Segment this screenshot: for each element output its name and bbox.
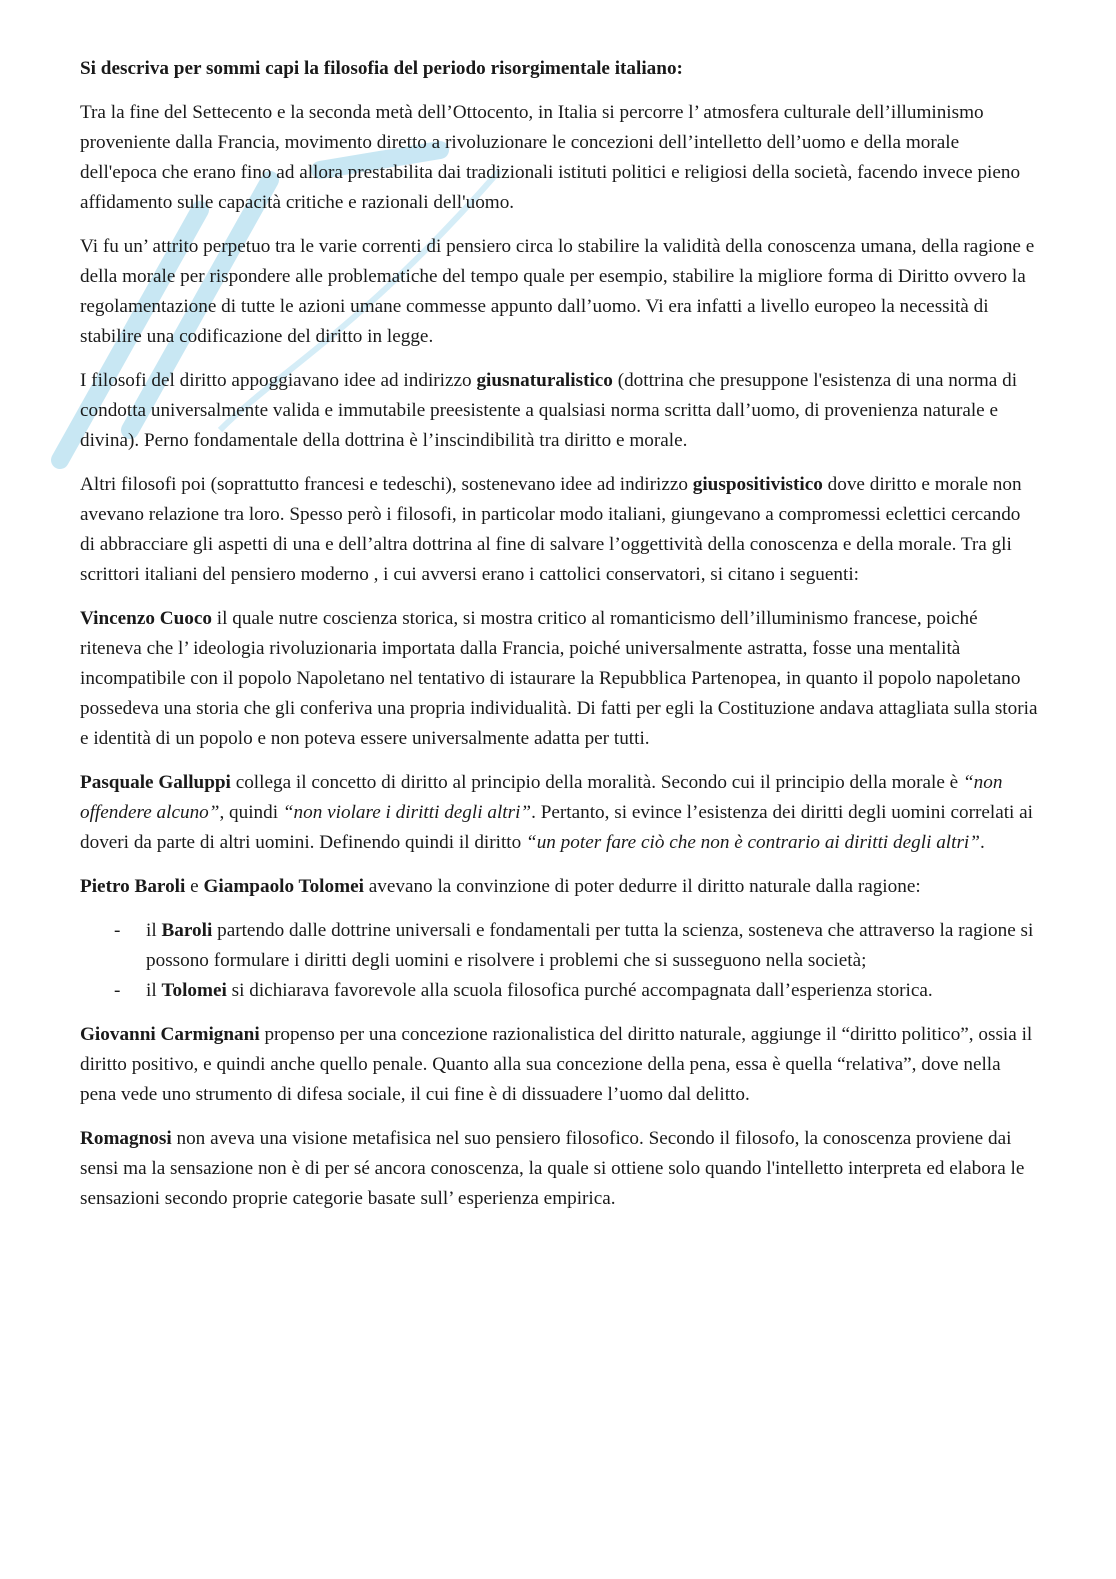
text-run: . — [979, 832, 985, 853]
text-run: non aveva una visione metafisica nel suo pensiero filosofico. Secondo il filosofo, la conoscenza proviene dai sensi ma la sensazione non è di per sé ancora conoscenza, la quale si ottiene solo quando l'intelletto interpreta ed elabora le sensazioni secondo proprie categorie basate sull’ esperienza empirica. — [80, 1128, 1025, 1209]
list-item — [80, 976, 1038, 1006]
quote-non-violare: “non violare i diritti degli altri” — [282, 802, 532, 823]
list-dash: - — [114, 980, 121, 1001]
quote-definizione-diritto: “un poter fare ciò che non è contrario ai diritti degli altri” — [526, 832, 980, 853]
document-page — [80, 54, 1038, 1228]
text-run: il — [146, 920, 162, 941]
term-giusnaturalistico: giusnaturalistico — [476, 370, 613, 391]
text-run: dove diritto e morale non avevano relazione tra loro. Spesso però i filosofi, in particolar modo italiani, giungevano a compromessi eclettici cercando di abbracciare gli aspetti di una e dell’altra dottrina al fine di salvare l’oggettività della conoscenza e della morale. Tra gli scrittori italiani del pensiero moderno , i cui avversi erano i cattolici conservatori, si citano i seguenti: — [80, 474, 1022, 585]
text-run: Altri filosofi poi (soprattutto francesi e tedeschi), sostenevano idee ad indirizzo — [80, 474, 693, 495]
text-run: avevano la convinzione di poter dedurre il diritto naturale dalla ragione: — [363, 876, 921, 897]
page-title: Si descriva per sommi capi la filosofia del periodo risorgimentale italiano: — [80, 58, 683, 79]
term-giuspositivistico: giuspositivistico — [692, 474, 823, 495]
paragraph-baroli-tolomei — [80, 872, 1038, 902]
text-run: propenso per una concezione razionalistica del diritto naturale, aggiunge il “diritto politico”, ossia il diritto positivo, e quindi anche quello penale. Quanto alla sua concezione della pena, essa è quella “relativa”, dove nella pena vede uno strumento di difesa sociale, il cui fine è di dissuadere l’uomo dal delitto. — [80, 1024, 1033, 1105]
name-pasquale-galluppi: Pasquale Galluppi — [80, 772, 231, 793]
text-run: e — [185, 876, 204, 897]
text-run: si dichiarava favorevole alla scuola filosofica purché accompagnata dall’esperienza storica. — [226, 980, 933, 1001]
text-run: il — [146, 980, 162, 1001]
paragraph-intro: Tra la fine del Settecento e la seconda metà dell’Ottocento, in Italia si percorre l’ atmosfera culturale dell’illuminismo proveniente dalla Francia, movimento diretto a rivoluzionare le concezioni dell’intelletto dell’uomo e della morale dell'epoca che erano fino ad allora prestabilita dai tradizionali istituti politici e religiosi della società, facendo invece pieno affidamento sulle capacità critiche e razionali dell'uomo. — [80, 102, 1021, 213]
paragraph-attrito: Vi fu un’ attrito perpetuo tra le varie correnti di pensiero circa lo stabilire la validità della conoscenza umana, della ragione e della morale per rispondere alle problematiche del tempo quale per esempio, stabilire la migliore forma di Diritto ovvero la regolamentazione di tutte le azioni umane commesse appunto dall’uomo. Vi era infatti a livello europeo la necessità di stabilire una codificazione del diritto in legge. — [80, 236, 1035, 347]
name-vincenzo-cuoco: Vincenzo Cuoco — [80, 608, 212, 629]
text-run: I filosofi del diritto appoggiavano idee ad indirizzo — [80, 370, 477, 391]
text-run: . Pertanto, si evince l’esistenza dei diritti degli uomini correlati ai doveri da parte di altri uomini. Definendo quindi il diritto — [80, 802, 1034, 853]
text-run: il quale nutre coscienza storica, si mostra critico al romanticismo dell’illuminismo francese, poiché riteneva che l’ ideologia rivoluzionaria importata dalla Francia, poiché universalmente astratta, fosse una mentalità incompatibile con il popolo Napoletano nel tentativo di istaurare la Repubblica Partenopea, in quanto il popolo napoletano possedeva una storia che gli conferiva una propria individualità. Di fatti per egli la Costituzione andava attagliata sulla storia e identità di un popolo e non poteva essere universalmente adatta per tutti. — [80, 608, 1038, 749]
name-pietro-baroli: Pietro Baroli — [80, 876, 186, 897]
dash-list — [80, 916, 1038, 1006]
name-romagnosi: Romagnosi — [80, 1128, 172, 1149]
text-run: collega il concetto di diritto al principio della moralità. Secondo cui il principio della morale è — [230, 772, 963, 793]
list-item — [80, 916, 1038, 976]
text-run: , quindi — [219, 802, 283, 823]
paragraph-carmignani — [80, 1020, 1038, 1110]
text-run: (dottrina che presuppone l'esistenza di una norma di condotta universalmente valida e immutabile preesistente a qualsiasi norma scritta dall’uomo, di provenienza naturale e divina). Perno fondamentale della dottrina è l’inscindibilità tra diritto e morale. — [80, 370, 1018, 451]
paragraph-galluppi — [80, 768, 1038, 858]
name-baroli: Baroli — [161, 920, 213, 941]
list-dash: - — [114, 920, 121, 941]
paragraph-cuoco — [80, 604, 1038, 754]
paragraph-giuspositivismo — [80, 470, 1038, 590]
quote-non-offendere: “non offendere alcuno” — [80, 772, 1003, 823]
name-giampaolo-tolomei: Giampaolo Tolomei — [203, 876, 364, 897]
name-giovanni-carmignani: Giovanni Carmignani — [80, 1024, 260, 1045]
paragraph-giusnaturalismo — [80, 366, 1038, 456]
name-tolomei: Tolomei — [161, 980, 227, 1001]
text-run: partendo dalle dottrine universali e fondamentali per tutta la scienza, sosteneva che attraverso la ragione si possono formulare i diritti degli uomini e risolvere i problemi che si susseguono nella società; — [146, 920, 1034, 971]
paragraph-romagnosi — [80, 1124, 1038, 1214]
